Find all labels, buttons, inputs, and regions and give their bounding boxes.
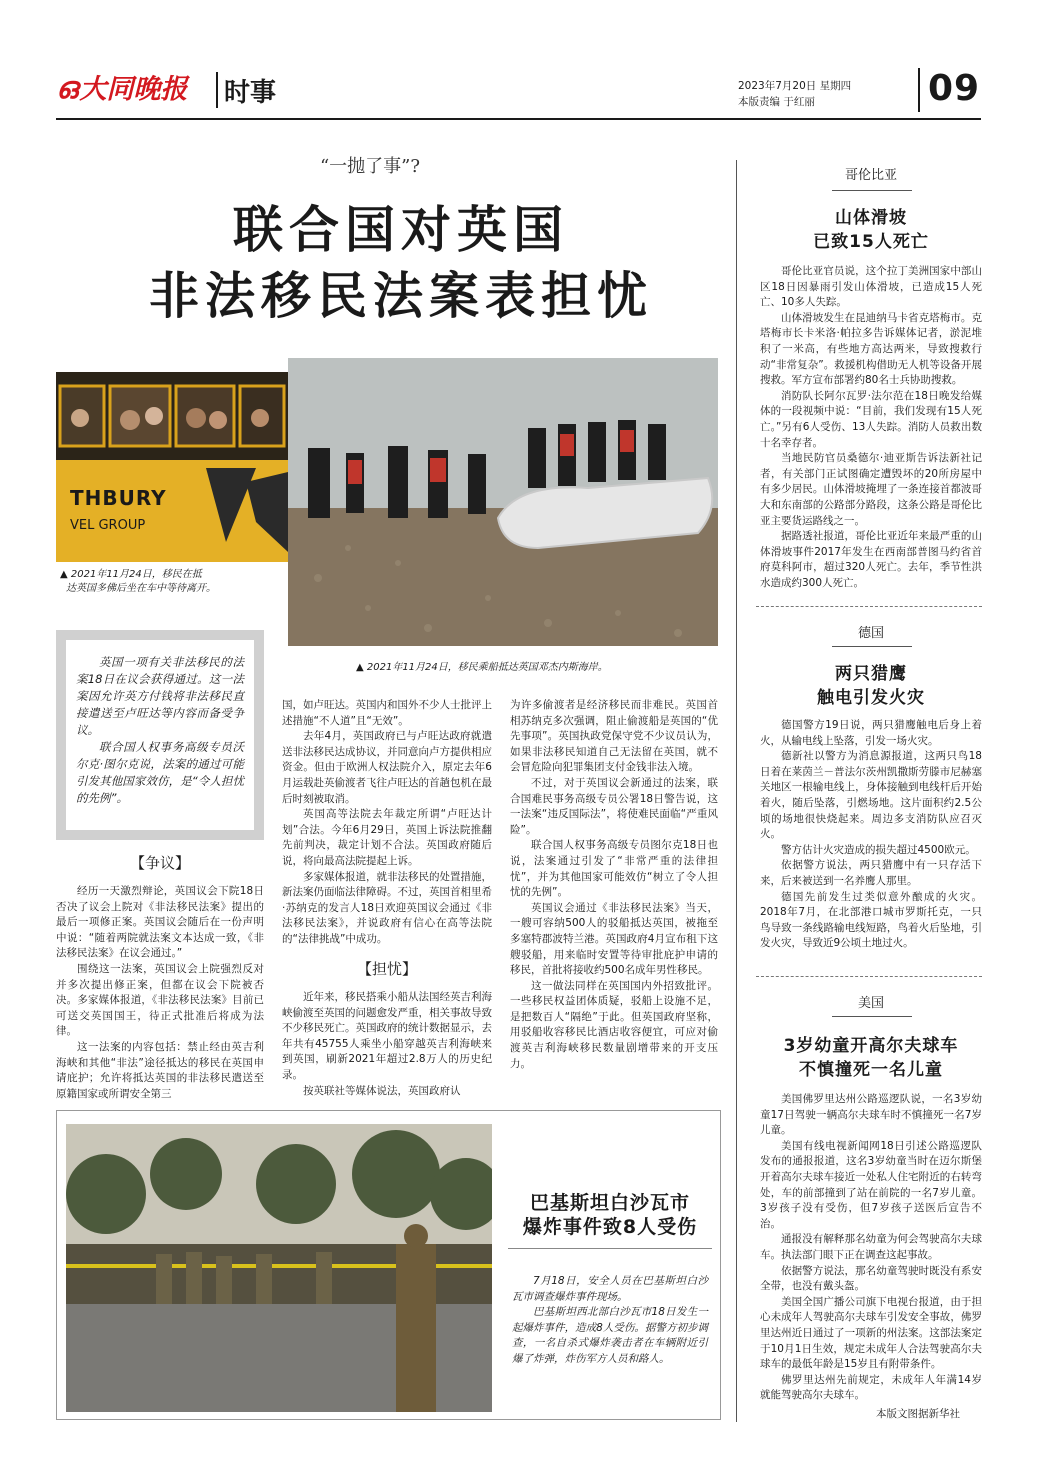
article-paragraph: 多家媒体报道，就非法移民的处置措施，新法案仍面临法律障碍。不过，英国首相里希·苏纳克的发言人18日欢迎英国议会通过《非法移民法案》，并说政府有信心在高等法院的“法律挑战”中成功。 [282, 870, 492, 945]
photo-caption-bus: ▲ 2021年11月24日，移民在抵 [60, 569, 202, 580]
pakistan-paragraph: 巴基斯坦西北部白沙瓦市18日发生一起爆炸事件，造成8人受伤。据警方初步调查，一名自杀式爆炸袭击者在车辆附近引爆了炸弹，炸伤军方人员和路人。 [512, 1306, 708, 1365]
article-column-1 [56, 884, 264, 1102]
article-paragraph: 这一做法同样在英国国内外招致批评。一些移民权益团体质疑，驳船上设施不足，是把数百人“隔绝”于此。但英国政府坚称，用驳船收容移民比酒店收容便宜，可应对偷渡英吉利海峡移民数量剧增带来的开支压力。 [510, 979, 718, 1070]
bus-illustration [56, 372, 288, 562]
tag-rule [832, 1016, 912, 1017]
article-paragraph: 这一法案的内容包括：禁止经由英吉利海峡和其他“非法”途径抵达的移民在英国申请庇护；允许将抵达英国的非法移民遣送至原籍国家或所谓安全第三 [56, 1040, 264, 1100]
photo-migrants-boat [288, 358, 718, 646]
section-title: 时事 [224, 78, 277, 108]
article-paragraph: 依据警方说法，那名幼童驾驶时既没有系安全带，也没有戴头盔。 [760, 1264, 982, 1293]
lead-paragraph: 英国一项有关非法移民的法案18日在议会获得通过。这一法案因允许英方付钱将非法移民直接遣送至卢旺达等内容而备受争议。 [76, 655, 244, 737]
article-column-2 [282, 698, 492, 948]
tag-colombia: 哥伦比亚 [844, 168, 897, 183]
headline-line-1: 联合国对英国 [233, 201, 569, 259]
colombia-article [760, 264, 982, 591]
tag-germany: 德国 [857, 626, 884, 641]
tag-rule [832, 646, 912, 647]
tag-usa: 美国 [857, 996, 884, 1011]
article-paragraph: 按英联社等媒体说法，英国政府认 [303, 1084, 461, 1097]
pakistan-paragraph: 7月18日，安全人员在巴基斯坦白沙瓦市调查爆炸事件现场。 [512, 1275, 708, 1303]
issue-date: 2023年7月20日 星期四 [738, 80, 852, 92]
lead-box [56, 630, 264, 840]
article-paragraph: 美国全国广播公司旗下电视台报道，由于担心未成年人驾驶高尔夫球车引发安全事故，佛罗里达州近日通过了一项新的州法案。这部法案定于10月1日生效，规定未成年人合法驾驶高尔夫球车的最低年龄是15岁且有附带条件。 [760, 1295, 982, 1371]
headline-line-2: 非法移民法案表担忧 [149, 267, 653, 325]
photo-peshawar-blast-scene [66, 1124, 492, 1412]
column-divider [736, 160, 737, 1422]
article-paragraph: 国，如卢旺达。英国内和国外不少人士批评上述措施“不人道”且“无效”。 [282, 699, 492, 727]
article-paragraph: 警方估计火灾造成的损失超过4500欧元。 [781, 843, 976, 856]
article-paragraph: 当地民防官员桑德尔·迪亚斯告诉法新社记者，有关部门正试图确定遭毁坏的20所房屋中有多少居民。山体滑坡掩埋了一条连接首都波哥大和东南部的公路部分路段，这条公路是哥伦比亚主要货运路线之一。 [760, 452, 982, 527]
article-paragraph: 经历一天激烈辩论，英国议会下院18日否决了议会上院对《非法移民法案》提出的最后一项修正案。英国议会随后在一份声明中说：“随着两院就法案文本达成一致，《非法移民法案》在议会通过。” [56, 885, 264, 960]
article-paragraph: 为许多偷渡者是经济移民而非难民。英国首相苏纳克多次强调，阻止偷渡船是英国的“优先事项”。英国执政党保守党不少议员认为，如果非法移民知道自己无法留在英国，就不会冒危险向犯罪集团支付金钱非法入境。 [510, 699, 718, 774]
article-paragraph: 美国有线电视新闻网18日引述公路巡逻队发布的通报报道，这名3岁幼童当时在迈尔斯堡开着高尔夫球车接近一处私人住宅附近的右转弯处，车的前部撞到了站在前院的一名7岁儿童。3岁孩子没有受伤，但7岁孩子送医后宣告不治。 [760, 1139, 982, 1230]
section-divider [216, 72, 218, 108]
page-editor: 本版责编 于红丽 [738, 96, 815, 108]
headline-kicker: “一抛了事”? [319, 156, 421, 177]
article-paragraph: 围绕这一法案，英国议会上院强烈反对并多次提出修正案，但都在议会下院被否决。多家媒体报道，《非法移民法案》目前已可送交英国国王，待正式批准后将成为法律。 [56, 962, 264, 1038]
article-paragraph: 佛罗里达州先前规定，未成年人年满14岁就能驾驶高尔夫球车。 [760, 1373, 982, 1402]
article-paragraph: 德国警方19日说，两只猎鹰触电后身上着火，从输电线上坠落，引发一场火灾。 [760, 719, 982, 747]
tag-rule [832, 190, 912, 191]
pakistan-divider [508, 1248, 712, 1249]
source-credit: 本版文图据新华社 [876, 1408, 960, 1420]
pakistan-headline-1: 巴基斯坦白沙瓦市 [529, 1192, 690, 1214]
germany-headline-1: 两只猎鹰 [835, 664, 907, 684]
article-paragraph: 通报没有解释那名幼童为何会驾驶高尔夫球车。执法部门眼下正在调查这起事故。 [760, 1233, 982, 1261]
page-number-divider [918, 68, 920, 112]
article-paragraph: 不过，对于英国议会新通过的法案，联合国难民事务高级专员公署18日警告说，这一法案“违反国际法”，将使难民面临“严重风险”。 [510, 776, 718, 836]
article-paragraph: 消防队长阿尔瓦罗·法尔范在18日晚发给媒体的一段视频中说：“目前，我们发现有15人死亡。”另有6人受伤、13人失踪。消防人员救出数十名幸存者。 [760, 389, 982, 449]
pakistan-text [512, 1274, 708, 1368]
article-paragraph: 去年4月，英国政府已与卢旺达政府就遣送非法移民达成协议，并同意向卢方提供相应资金。但由于欧洲人权法院介入，原定去年6月运载赴英偷渡者飞往卢旺达的首趟包机在最后时刻被取消。 [282, 730, 492, 805]
lead-paragraph: 联合国人权事务高级专员沃尔克·图尔克说，法案的通过可能引发其他国家效仿，是“令人担忧的先例”。 [76, 740, 244, 805]
masthead-rule [56, 118, 981, 120]
photo-migrants-in-bus [56, 372, 288, 562]
flame-icon: ഒ [56, 71, 78, 106]
pakistan-headline-2: 爆炸事件致8人受伤 [522, 1216, 698, 1238]
article-column-2b [282, 990, 492, 1099]
article-paragraph: 联合国人权事务高级专员图尔克18日也说，法案通过引发了“非常严重的法律担忧”，并为其他国家可能效仿“树立了令人担忧的先例”。 [510, 839, 718, 899]
article-paragraph: 据路透社报道，哥伦比亚近年来最严重的山体滑坡事件2017年发生在西南部普图马约省首府莫科阿市，超过320人死亡。去年，季节性洪水造成约300人死亡。 [760, 530, 982, 589]
article-paragraph: 德新社以警方为消息源报道，这两只鸟18日着在莱茵兰－普法尔茨州凯撒斯劳滕市尼赫塞关地区一根输电线上，身体接触到电线杆后开始着火，随后坠落，引燃场地。这片面积约2.5公顷的场地很快烧起来。周边多支消防队应召灭火。 [760, 750, 982, 841]
usa-headline-1: 3岁幼童开高尔夫球车 [783, 1036, 959, 1056]
photo-caption-bus-2: 达英国多佛后坐在车中等待离开。 [66, 583, 216, 594]
colombia-headline-2: 已致15人死亡 [813, 232, 929, 252]
page-number: 09 [928, 68, 981, 109]
article-paragraph: 山体滑坡发生在昆迪纳马卡省克塔梅市。克塔梅市长卡米洛·帕拉多告诉媒体记者，淤泥堆积了一米高，有些地方高达两米，导致搜救行动“非常复杂”。救援机构借助无人机等设备开展搜救。军方宣布部署约80名士兵协助搜救。 [760, 311, 982, 387]
blast-scene-illustration [66, 1124, 492, 1412]
subheading-concerns: 【担忧】 [356, 960, 417, 978]
bus-lettering-2: VEL GROUP [70, 518, 146, 533]
masthead [56, 64, 981, 116]
article-paragraph: 依据警方说法，两只猎鹰中有一只存活下来，后来被送到一名养鹰人那里。 [760, 859, 982, 887]
photo-caption-boat: ▲ 2021年11月24日，移民乘船抵达英国邓杰内斯海岸。 [356, 662, 608, 673]
article-paragraph: 德国先前发生过类似意外酿成的火灾。2018年7月，在北部港口城市罗斯托克，一只鸟导致一条线路输电线短路，鸟着火后坠地，引发火灾，导致近9公顷土地过火。 [760, 890, 982, 950]
article-paragraph: 哥伦比亚官员说，这个拉丁美洲国家中部山区18日因暴雨引发山体滑坡，已造成15人死亡、10多人失踪。 [760, 265, 982, 309]
logo-text: 大同晚报 [79, 74, 188, 105]
bus-lettering: THBURY [70, 486, 167, 510]
boat-illustration [288, 358, 718, 646]
germany-article [760, 718, 982, 952]
colombia-headline-1: 山体滑坡 [835, 208, 907, 228]
germany-headline-2: 触电引发火灾 [817, 688, 925, 708]
newspaper-logo [56, 64, 196, 114]
usa-headline-2: 不慎撞死一名儿童 [799, 1060, 943, 1080]
article-paragraph: 英国议会通过《非法移民法案》当天，一艘可容纳500人的驳船抵达英国，被拖至多塞特郡波特兰港。英国政府4月宣布租下这艘驳船，用来临时安置等待审批庇护申请的移民，首批将接收约500名成年男性移民。 [510, 901, 718, 977]
article-paragraph: 近年来，移民搭乘小船从法国经英吉利海峡偷渡至英国的问题愈发严重，相关事故导致不少移民死亡。英国政府的统计数据显示，去年共有45755人乘坐小船穿越英吉利海峡来到英国，刷新2021年超过2.8万人的历史纪录。 [282, 991, 492, 1081]
usa-article [760, 1092, 982, 1404]
section-separator [756, 606, 982, 607]
article-paragraph: 美国佛罗里达州公路巡逻队说，一名3岁幼童17日驾驶一辆高尔夫球车时不慎撞死一名7岁儿童。 [760, 1093, 982, 1137]
subheading-controversy: 【争议】 [129, 854, 190, 872]
article-paragraph: 英国高等法院去年裁定所谓“卢旺达计划”合法。今年6月29日，英国上诉法院推翻先前判决，裁定计划不合法。英国政府随后说，将向最高法院提起上诉。 [282, 808, 492, 867]
article-column-3 [510, 698, 718, 1072]
section-separator [756, 976, 982, 977]
